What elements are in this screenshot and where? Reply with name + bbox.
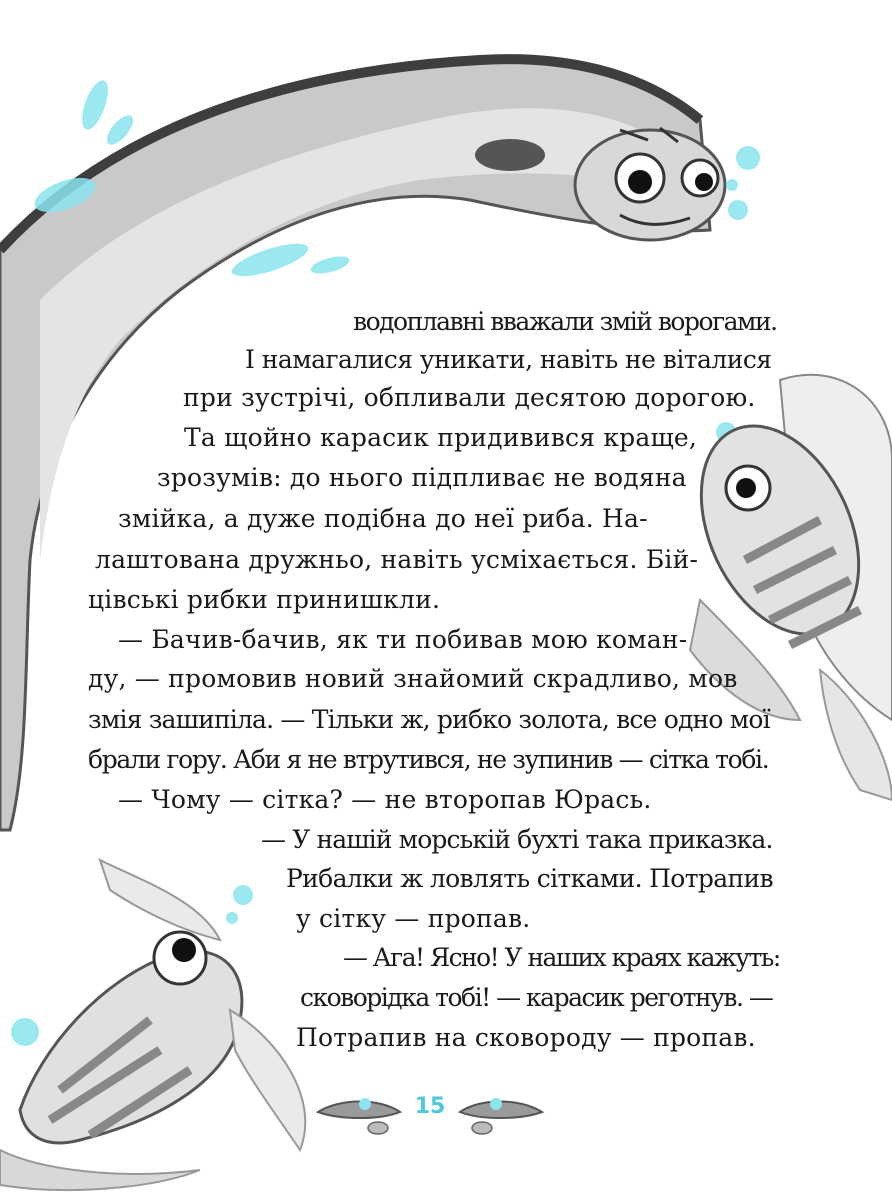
text-line: лаштована дружньо, навіть усміхається. Бій- (95, 545, 699, 574)
text-line: — Ага! Ясно! У наших краях кажуть: (343, 943, 780, 972)
text-line: — У нашій морській бухті така приказка. (261, 825, 773, 854)
text-line: брали гору. Аби я не втрутився, не зупинив — сітка тобі. (88, 745, 769, 774)
text-line: цівські рибки принишкли. (88, 585, 441, 614)
page-number: 15 (414, 1094, 446, 1119)
small-fish-illustration (0, 860, 305, 1190)
text-line: зрозумів: до нього підпливає не водяна (157, 463, 687, 492)
text-line: І намагалися уникати, навіть не віталися (245, 345, 772, 374)
text-line: змійка, а дуже подібна до неї риба. На- (118, 504, 648, 533)
text-line: Рибалки ж ловлять сітками. Потрапив (286, 864, 773, 893)
text-line: Та щойно карасик придивився краще, (184, 423, 698, 452)
text-line: Потрапив на сковороду — пропав. (296, 1023, 756, 1052)
text-line: — Чому — сітка? — не второпав Юрась. (118, 785, 652, 814)
text-line: — Бачив-бачив, як ти побивав мою коман- (118, 625, 688, 654)
text-line: сковорідка тобі! — карасик реготнув. — (300, 983, 773, 1012)
text-line: у сітку — пропав. (296, 904, 531, 933)
text-line: при зустрічі, обпливали десятою дорогою. (183, 383, 756, 412)
text-line: водоплавні вважали змій ворогами. (353, 307, 777, 336)
text-line: змія зашипіла. — Тільки ж, рибко золота, все одно мої (88, 705, 770, 734)
text-line: ду, — промовив новий знайомий скрадливо, мов (88, 664, 738, 693)
